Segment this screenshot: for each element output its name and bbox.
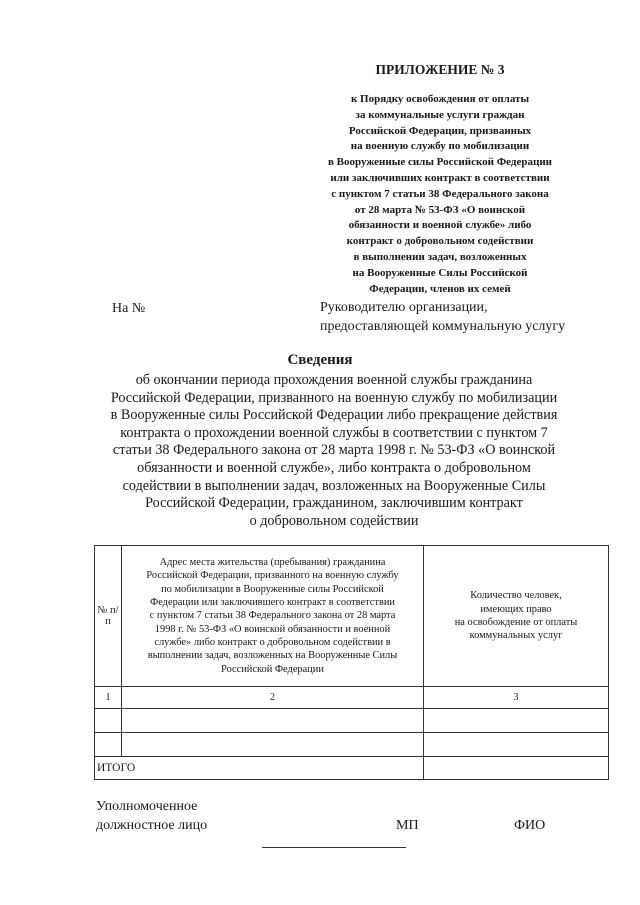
appendix-line: на военную службу по мобилизации <box>350 140 530 153</box>
total-value-cell <box>424 757 609 780</box>
subtitle-line: содействии в выполнении задач, возложенных на Вооруженные Силы <box>122 477 546 494</box>
appendix-line: Российской Федерации, призванных <box>348 124 532 137</box>
table-cell <box>122 733 424 757</box>
subtitle-line: контракта о прохождении военной службы в соответствии с пунктом 7 <box>120 424 548 441</box>
appendix-line: в выполнении задач, возложенных <box>353 250 527 263</box>
header-count-line: на освобождение от оплаты <box>454 617 578 628</box>
appendix-header <box>290 62 590 297</box>
table-cell <box>122 709 424 733</box>
header-address-line: выполнении задач, возложенных на Вооруженные Силы <box>147 650 398 662</box>
header-count-line: имеющих право <box>480 603 552 615</box>
subtitle-line: в Вооруженные силы Российской Федерации либо прекращение действия <box>110 407 558 424</box>
column-number: 3 <box>424 687 609 709</box>
table-cell <box>424 709 609 733</box>
header-count-cell <box>424 546 609 687</box>
subtitle-line: статьи 38 Федерального закона от 28 марта 1998 г. № 53-ФЗ «О воинской <box>112 442 556 459</box>
document-subtitle <box>60 372 608 530</box>
appendix-line: Федерации, членов их семей <box>369 282 511 295</box>
addressee-line: предоставляющей коммунальную услугу <box>320 319 566 334</box>
table-cell <box>95 733 122 757</box>
header-number-cell: № п/п <box>95 546 122 687</box>
appendix-line: за коммунальные услуги граждан <box>355 108 525 121</box>
bottom-divider <box>262 847 406 848</box>
appendix-line: на Вооруженные Силы Российской <box>352 266 528 279</box>
table-row <box>95 709 609 733</box>
document-heading: Сведения <box>287 352 353 368</box>
total-row <box>95 757 609 780</box>
reference-number-label: На № <box>112 301 146 316</box>
header-address-line: Федерации или заключившего контракт в соответствии <box>149 597 395 609</box>
appendix-line: обязанности и военной службе» либо <box>348 219 532 232</box>
column-number: 2 <box>122 687 424 709</box>
appendix-line: к Порядку освобождения от оплаты <box>350 93 530 105</box>
column-number: 1 <box>95 687 122 709</box>
appendix-line: с пунктом 7 статьи 38 Федерального закона <box>331 187 549 200</box>
appendix-line: от 28 марта № 53-ФЗ «О воинской <box>354 203 526 216</box>
subtitle-line: Российской Федерации, гражданином, заключившим контракт <box>145 495 523 512</box>
appendix-line: контракт о добровольном содействии <box>346 235 534 248</box>
header-address-line: по мобилизации в Вооруженные силы Российской <box>161 583 384 595</box>
header-address-line: службе» либо контракт о добровольном содействии в <box>154 636 391 648</box>
header-address-line: 1998 г. № 53-ФЗ «О воинской обязанности и военной <box>154 623 391 635</box>
header-address-line: Российской Федерации, призванного на военную службу <box>146 570 399 582</box>
data-table <box>94 545 609 780</box>
authorized-official-line: должностное лицо <box>96 818 208 833</box>
table-cell <box>424 733 609 757</box>
subtitle-line: обязанности и военной службе», либо контракта о добровольном <box>137 459 531 476</box>
total-label: ИТОГО <box>95 757 424 780</box>
appendix-line: в Вооруженные силы Российской Федерации <box>327 156 552 169</box>
stamp-label: МП <box>396 818 419 833</box>
table-cell <box>95 709 122 733</box>
appendix-title: ПРИЛОЖЕНИЕ № 3 <box>375 62 505 77</box>
authorized-official-line: Уполномоченное <box>96 799 198 814</box>
header-address-line: Адрес места жительства (пребывания) гражданина <box>159 557 386 569</box>
column-numbers-row <box>95 687 609 709</box>
authorized-official <box>96 797 207 835</box>
header-address-line: с пунктом 7 статьи 38 Федерального закона от 28 марта <box>149 610 396 622</box>
header-count-line: коммунальных услуг <box>469 630 563 642</box>
header-address-line: Российской Федерации <box>221 663 324 675</box>
header-count-line: Количество человек, <box>470 590 562 602</box>
appendix-line: или заключивших контракт в соответствии <box>330 171 550 184</box>
subtitle-line: о добровольном содействии <box>249 512 419 529</box>
subtitle-line: об окончании периода прохождения военной службы гражданина <box>135 372 533 388</box>
addressee-line: Руководителю организации, <box>320 300 488 315</box>
subtitle-line: Российской Федерации, призванного на военную службу по мобилизации <box>110 389 558 406</box>
table-row <box>95 733 609 757</box>
addressee-block <box>320 298 565 336</box>
header-address-cell <box>122 546 424 687</box>
table-header-row <box>95 546 609 687</box>
name-label: ФИО <box>514 818 546 833</box>
